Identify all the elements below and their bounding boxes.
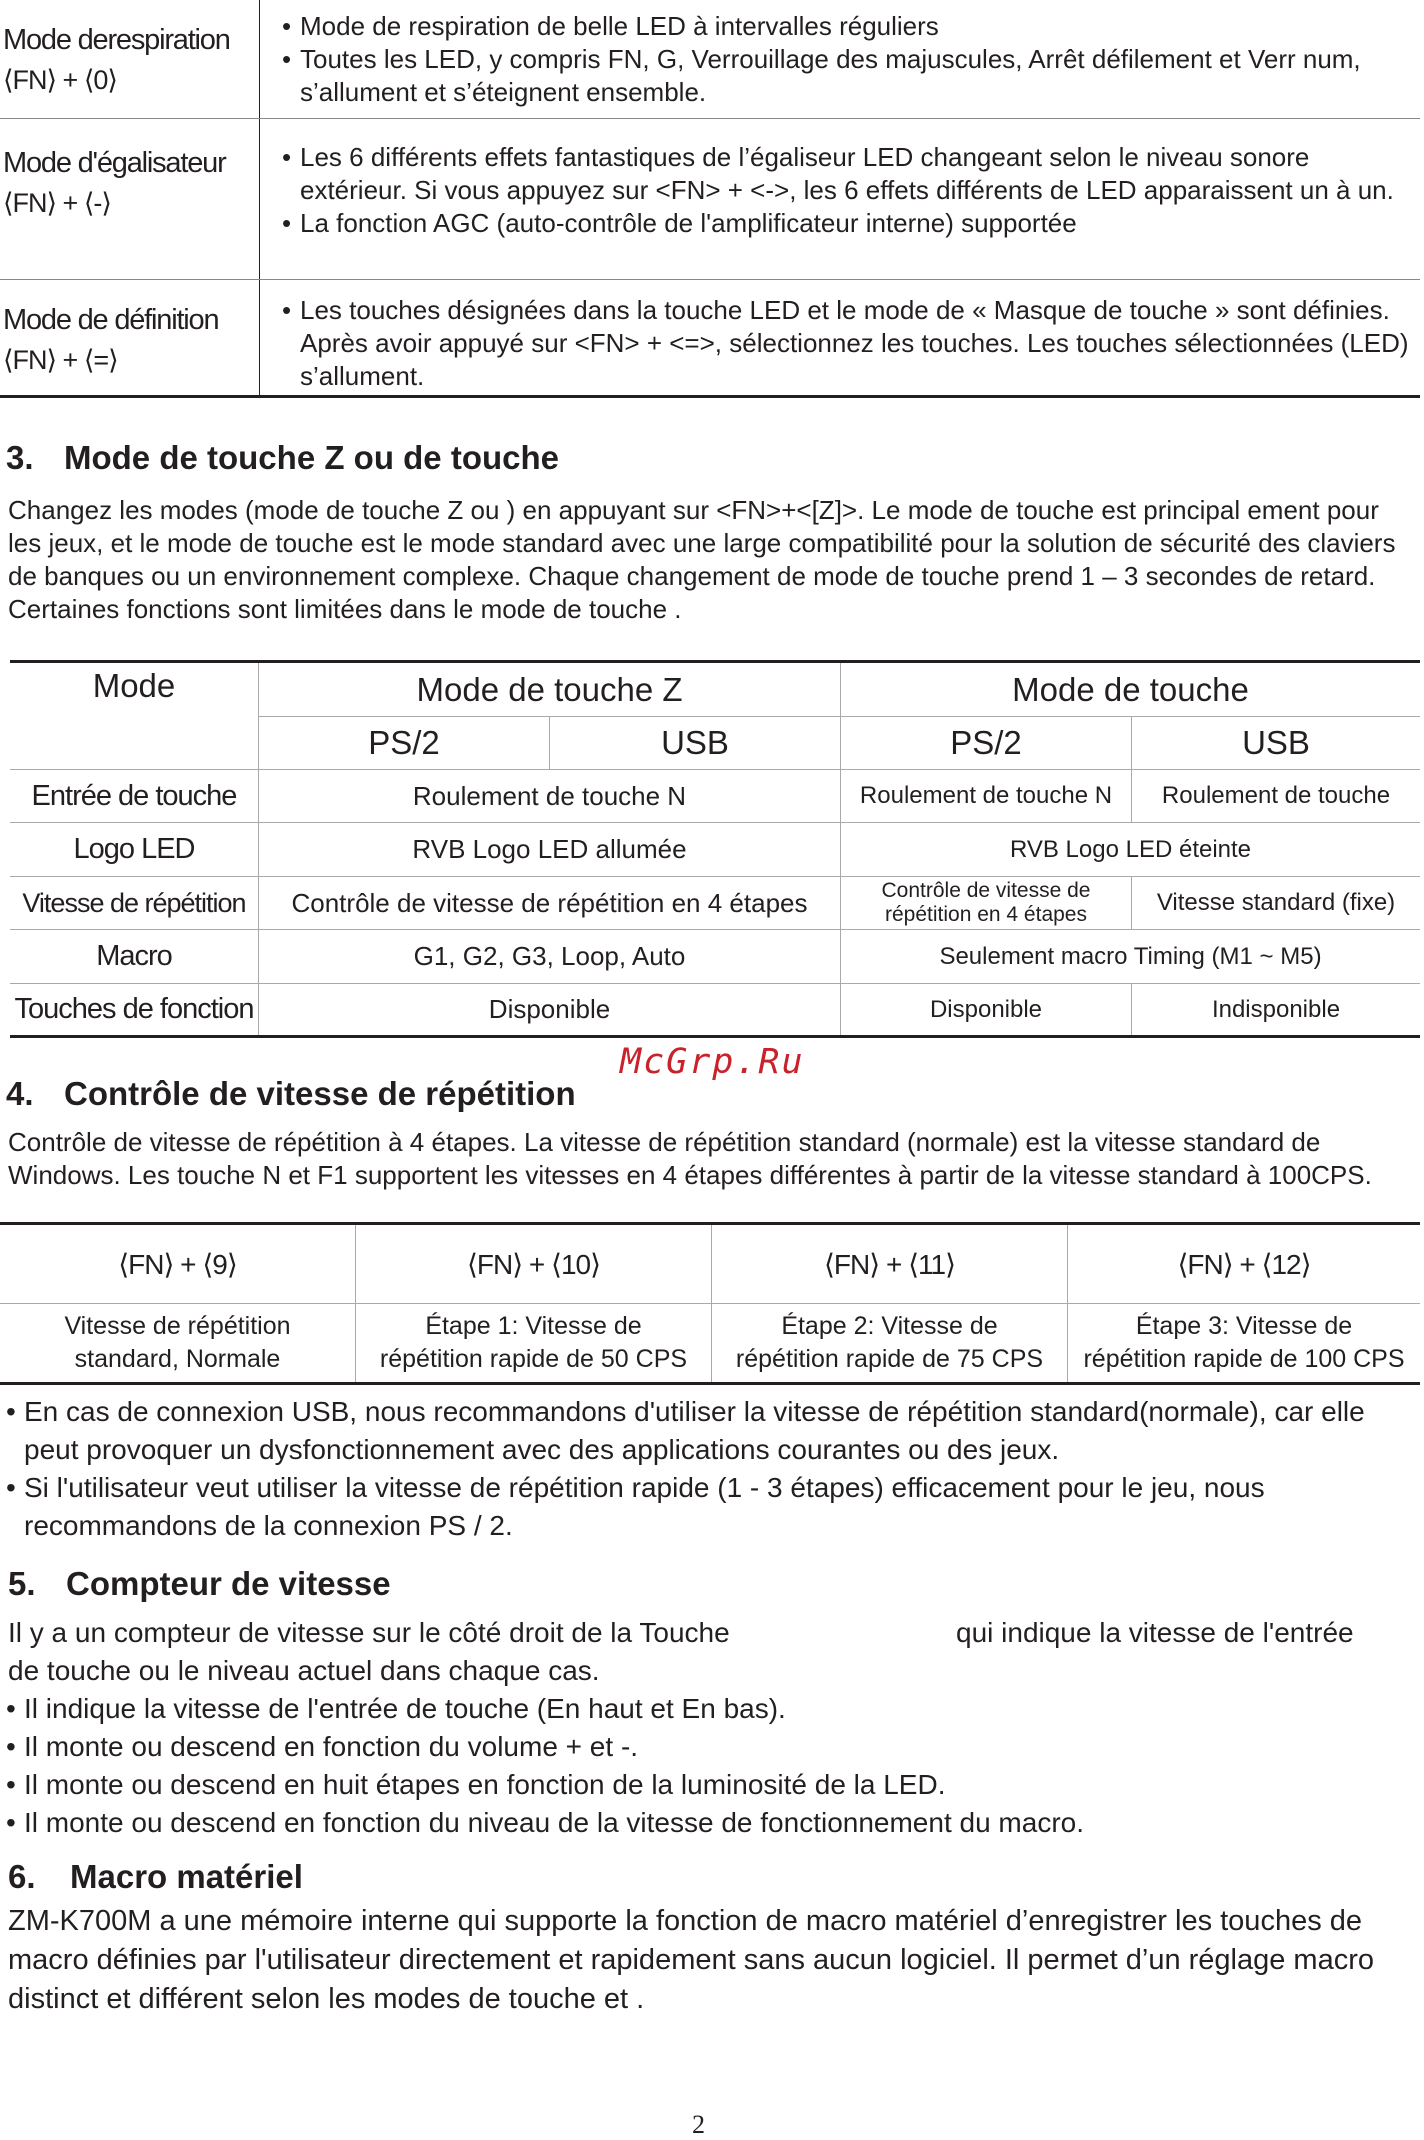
table-cell: Disponible	[259, 984, 841, 1037]
cell-line: répétition rapide de 50 CPS	[379, 1345, 688, 1373]
table-cell: Roulement de touche	[1132, 770, 1421, 823]
row-label: Touches de fonction	[10, 984, 259, 1037]
row-label: Entrée de touche	[10, 770, 259, 823]
mode-name: Mode d'égalisateur	[3, 147, 226, 179]
table-cell: Vitesse standard (fixe)	[1132, 877, 1421, 930]
table-cell: Contrôle de vitesse de répétition en 4 étapes	[841, 877, 1132, 930]
section-6-heading	[8, 1858, 303, 1896]
table-row	[0, 119, 1420, 280]
speed-cell	[712, 1304, 1068, 1384]
section-number: 3.	[6, 439, 34, 476]
note-item: • En cas de connexion USB, nous recommandons d'utiliser la vitesse de répétition standard(normale), car elle peut provoquer un dysfonctionnement avec des applications courantes ou des jeux.	[6, 1393, 1420, 1469]
list-item: • Il indique la vitesse de l'entrée de touche (En haut et En bas).	[6, 1690, 1420, 1728]
section-title: Compteur de vitesse	[66, 1565, 391, 1602]
cell-line: Étape 2: Vitesse de	[781, 1312, 998, 1340]
mode-description-cell	[260, 119, 1421, 280]
bullet-item: • Les 6 différents effets fantastiques de l’égaliseur LED changeant selon le niveau sonore extérieur. Si vous appuyez sur <FN> + <->, les 6 effets différents de LED apparaissent un à un.	[282, 141, 1420, 207]
table-row	[10, 823, 1420, 877]
mode-comparison-table	[10, 660, 1420, 1038]
table-cell: G1, G2, G3, Loop, Auto	[259, 930, 841, 984]
bullet-item: • La fonction AGC (auto-contrôle de l'amplificateur interne) supportée	[282, 207, 1420, 240]
table-row	[10, 930, 1420, 984]
key-combo: ⟨FN⟩ + ⟨-⟩	[3, 188, 111, 218]
cell-line: Étape 3: Vitesse de	[1135, 1312, 1353, 1340]
table-cell: RVB Logo LED éteinte	[841, 823, 1421, 877]
mode-label-cell	[0, 280, 260, 397]
table-row	[10, 877, 1420, 930]
mode-name: Mode de définition	[3, 304, 219, 336]
header-z-mode: Mode de touche Z	[259, 662, 841, 717]
list-item: • Il monte ou descend en huit étapes en fonction de la luminosité de la LED.	[6, 1766, 1420, 1804]
bullet-item: • Mode de respiration de belle LED à intervalles réguliers	[282, 10, 1420, 43]
row-label: Logo LED	[10, 823, 259, 877]
section-5-intro-a: Il y a un compteur de vitesse sur le côté droit de la Touche	[8, 1617, 730, 1648]
section-number: 5.	[8, 1565, 36, 1602]
speed-cell	[0, 1304, 356, 1384]
table-row	[0, 0, 1420, 119]
section-5-intro-c: de touche ou le niveau actuel dans chaque cas.	[8, 1655, 600, 1686]
table-cell: Disponible	[841, 984, 1132, 1037]
section-5-list	[6, 1690, 1420, 1842]
cell-line: répétition rapide de 75 CPS	[735, 1345, 1044, 1373]
key-combo-header: ⟨FN⟩ + ⟨9⟩	[0, 1224, 356, 1304]
header-usb: USB	[1132, 717, 1421, 770]
section-6-paragraph: ZM-K700M a une mémoire interne qui supporte la fonction de macro matériel d’enregistrer les touches de macro définies par l'utilisateur directement et rapidement sans aucun logiciel. Il permet d’un réglage macro distinct et différent selon les modes de touche et .	[8, 1905, 1375, 2015]
table-cell: Seulement macro Timing (M1 ~ M5)	[841, 930, 1421, 984]
table-cell: Indisponible	[1132, 984, 1421, 1037]
cell-line: Étape 1: Vitesse de	[425, 1312, 642, 1340]
table-row	[0, 1304, 1420, 1384]
usage-notes	[6, 1393, 1420, 1545]
list-item: • Il monte ou descend en fonction du volume + et -.	[6, 1728, 1420, 1766]
table-cell: Roulement de touche N	[259, 770, 841, 823]
key-combo: ⟨FN⟩ + ⟨=⟩	[3, 345, 118, 375]
header-mode: Mode	[10, 662, 259, 770]
mode-description-cell	[260, 280, 1421, 397]
page-number: 2	[692, 2110, 705, 2139]
section-4-paragraph: Contrôle de vitesse de répétition à 4 étapes. La vitesse de répétition standard (normale) est la vitesse standard de Windows. Les touche N et F1 supportent les vitesses en 4 étapes différentes à partir de la vitesse standard à 100CPS.	[8, 1127, 1372, 1190]
bullet-item: • Les touches désignées dans la touche LED et le mode de « Masque de touche » sont définies. Après avoir appuyé sur <FN> + <=>, sélectionnez les touches. Les touches sélectionnées (LED) s’allument.	[282, 294, 1420, 393]
bullet-item: • Toutes les LED, y compris FN, G, Verrouillage des majuscules, Arrêt défilement et Verr num, s’allument et s’éteignent ensemble.	[282, 43, 1420, 109]
watermark-text: McGrp.Ru	[620, 1042, 805, 1082]
section-5-heading	[8, 1565, 391, 1603]
speed-cell	[356, 1304, 712, 1384]
section-4-heading	[6, 1075, 576, 1113]
row-label: Macro	[10, 930, 259, 984]
table-cell: Contrôle de vitesse de répétition en 4 étapes	[259, 877, 841, 930]
speed-cell	[1068, 1304, 1421, 1384]
mode-name: Mode derespiration	[3, 24, 230, 56]
section-3-heading	[6, 439, 559, 477]
header-ps2: PS/2	[259, 717, 550, 770]
table-cell: RVB Logo LED allumée	[259, 823, 841, 877]
header-usb: USB	[550, 717, 841, 770]
section-title: Contrôle de vitesse de répétition	[64, 1075, 576, 1112]
table-cell: Roulement de touche N	[841, 770, 1132, 823]
section-title: Mode de touche Z ou de touche	[64, 439, 559, 476]
section-number: 6.	[8, 1858, 36, 1895]
key-combo-header: ⟨FN⟩ + ⟨11⟩	[712, 1224, 1068, 1304]
table-row	[10, 662, 1420, 717]
mode-label-cell	[0, 119, 260, 280]
mode-label-cell	[0, 0, 260, 119]
table-row	[10, 984, 1420, 1037]
header-ps2: PS/2	[841, 717, 1132, 770]
section-5-intro-b: qui indique la vitesse de l'entrée	[956, 1617, 1354, 1648]
list-item: • Il monte ou descend en fonction du niveau de la vitesse de fonctionnement du macro.	[6, 1804, 1420, 1842]
section-number: 4.	[6, 1075, 34, 1112]
table-row	[10, 770, 1420, 823]
section-title: Macro matériel	[70, 1858, 303, 1895]
table-row	[0, 280, 1420, 397]
cell-line: Vitesse de répétition	[64, 1312, 291, 1340]
mode-description-cell	[260, 0, 1421, 119]
section-3-paragraph: Changez les modes (mode de touche Z ou ) en appuyant sur <FN>+<[Z]>. Le mode de touche est principal ement pour les jeux, et le mode de touche est le mode standard avec une large compatibilité pour la solution de sécurité des claviers de banques ou un environnement complexe. Chaque changement de mode de touche prend 1 – 3 secondes de retard. Certaines fonctions sont limitées dans le mode de touche .	[8, 495, 1396, 624]
key-combo: ⟨FN⟩ + ⟨0⟩	[3, 65, 117, 95]
key-combo-header: ⟨FN⟩ + ⟨12⟩	[1068, 1224, 1421, 1304]
table-row	[0, 1224, 1420, 1304]
speed-steps-table	[0, 1222, 1420, 1385]
row-label: Vitesse de répétition	[10, 877, 259, 930]
header-other-mode: Mode de touche	[841, 662, 1421, 717]
note-item: • Si l'utilisateur veut utiliser la vitesse de répétition rapide (1 - 3 étapes) efficacement pour le jeu, nous recommandons de la connexion PS / 2.	[6, 1469, 1420, 1545]
cell-line: standard, Normale	[74, 1345, 281, 1373]
led-modes-table	[0, 0, 1420, 398]
cell-line: répétition rapide de 100 CPS	[1083, 1345, 1405, 1373]
key-combo-header: ⟨FN⟩ + ⟨10⟩	[356, 1224, 712, 1304]
